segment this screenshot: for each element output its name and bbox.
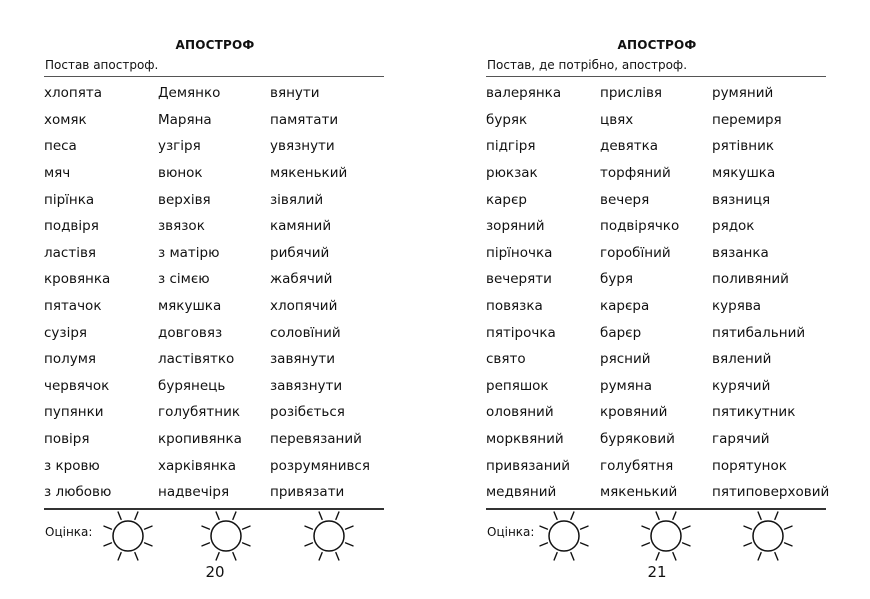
word: привязаний [486, 457, 571, 474]
word: кропивянка [158, 431, 242, 448]
word: розібється [270, 404, 345, 421]
word: перемиря [712, 111, 782, 128]
word: зівялий [270, 191, 324, 208]
sun-icon[interactable] [198, 508, 254, 564]
word: свято [486, 351, 526, 368]
word: рибячий [270, 244, 330, 261]
word-row [44, 133, 386, 160]
word: повязка [486, 298, 543, 315]
word: підгіря [486, 138, 536, 155]
word: довговяз [158, 324, 223, 341]
word: морквяний [486, 431, 564, 448]
word: девятка [600, 138, 659, 155]
word: ластівятко [158, 351, 235, 368]
word: ластівя [44, 244, 97, 261]
word-row [44, 80, 386, 107]
word: камяний [270, 218, 332, 235]
divider [44, 76, 384, 77]
word: порятунок [712, 457, 787, 474]
divider [486, 76, 826, 77]
word-row [486, 479, 828, 506]
word: памятати [270, 111, 339, 128]
word: з любовю [44, 484, 112, 501]
word: буряковий [600, 431, 675, 448]
word: полумя [44, 351, 97, 368]
word-row [486, 107, 828, 134]
word: вюнок [158, 165, 203, 182]
word: буря [600, 271, 634, 288]
word-row [486, 80, 828, 107]
word: повіря [44, 431, 90, 448]
word: вязанка [712, 244, 769, 261]
word: червячок [44, 377, 110, 394]
word-row [44, 426, 386, 453]
word: румяна [600, 377, 652, 394]
word: барєр [600, 324, 642, 341]
word: кровяний [600, 404, 668, 421]
word: соловїний [270, 324, 341, 341]
word: валерянка [486, 85, 562, 102]
word: хлопячий [270, 298, 338, 315]
word-row [486, 373, 828, 400]
word: пятірочка [486, 324, 556, 341]
word: прислівя [600, 85, 663, 102]
page-title: АПОСТРОФ [617, 38, 697, 52]
word-row [44, 160, 386, 187]
word: хлопята [44, 85, 102, 102]
word-row [44, 399, 386, 426]
word: вечеря [600, 191, 650, 208]
word: кровянка [44, 271, 111, 288]
word: голубятник [158, 404, 241, 421]
word: подвірячко [600, 218, 680, 235]
word: пірїнка [44, 191, 95, 208]
word-row [44, 213, 386, 240]
word: розрумянився [270, 457, 370, 474]
word-row [44, 319, 386, 346]
word: Маряна [158, 111, 212, 128]
word: мяч [44, 165, 71, 182]
word-row [44, 186, 386, 213]
word: завянути [270, 351, 335, 368]
page-number: 21 [647, 563, 667, 581]
word: вечеряти [486, 271, 552, 288]
word-row [44, 452, 386, 479]
word-row [486, 426, 828, 453]
word: пірїночка [486, 244, 553, 261]
word: пятачок [44, 298, 102, 315]
instruction: Постав апостроф. [45, 58, 159, 72]
word: репяшок [486, 377, 549, 394]
sun-icon[interactable] [100, 508, 156, 564]
word: з матірю [158, 244, 220, 261]
word: рядок [712, 218, 755, 235]
word: пятибальний [712, 324, 806, 341]
word: мякушка [158, 298, 222, 315]
word-row [486, 240, 828, 267]
sun-icon[interactable] [740, 508, 796, 564]
word-row [44, 346, 386, 373]
word: завязнути [270, 377, 343, 394]
word-row [44, 240, 386, 267]
word: привязати [270, 484, 345, 501]
word: поливяний [712, 271, 789, 288]
word-table [44, 80, 386, 506]
word: пятиповерховий [712, 484, 830, 501]
word: увязнути [270, 138, 335, 155]
sun-icon[interactable] [638, 508, 694, 564]
word: звязок [158, 218, 205, 235]
word-row [486, 399, 828, 426]
word: мякушка [712, 165, 776, 182]
word: рясний [600, 351, 651, 368]
page-title: АПОСТРОФ [175, 38, 255, 52]
instruction: Постав, де потрібно, апостроф. [487, 58, 688, 72]
page-number: 20 [205, 563, 225, 581]
word: буряк [486, 111, 528, 128]
left-page [44, 0, 386, 599]
word: карєра [600, 298, 650, 315]
word: горобїний [600, 244, 671, 261]
word-row [44, 107, 386, 134]
word-row [486, 293, 828, 320]
word: зоряний [486, 218, 545, 235]
sun-icon[interactable] [301, 508, 357, 564]
word: Демянко [158, 85, 221, 102]
word-row [486, 160, 828, 187]
word: рятівник [712, 138, 775, 155]
word-row [486, 186, 828, 213]
word: пятикутник [712, 404, 796, 421]
word: хомяк [44, 111, 87, 128]
word: румяний [712, 85, 774, 102]
word: торфяний [600, 165, 671, 182]
grade-label: Оцінка: [487, 525, 535, 539]
word-table [486, 80, 828, 506]
word: вязниця [712, 191, 771, 208]
word: верхівя [158, 191, 211, 208]
word: бурянець [158, 377, 226, 394]
word-row [44, 266, 386, 293]
word-row [44, 373, 386, 400]
word: сузіря [44, 324, 88, 341]
word: мякенький [600, 484, 678, 501]
word: перевязаний [270, 431, 362, 448]
right-page [486, 0, 828, 599]
sun-icon[interactable] [536, 508, 592, 564]
word-row [486, 213, 828, 240]
word: гарячий [712, 431, 770, 448]
word: мякенький [270, 165, 348, 182]
word: рюкзак [486, 165, 538, 182]
word: вялений [712, 351, 772, 368]
word: песа [44, 138, 77, 155]
grade-label: Оцінка: [45, 525, 93, 539]
word: з сімєю [158, 271, 210, 288]
word: подвіря [44, 218, 99, 235]
word-row [486, 266, 828, 293]
word: узгіря [158, 138, 201, 155]
word-row [486, 319, 828, 346]
word-row [486, 346, 828, 373]
word: пупянки [44, 404, 104, 421]
word: медвяний [486, 484, 557, 501]
word: оловяний [486, 404, 554, 421]
word: надвечіря [158, 484, 230, 501]
word: курячий [712, 377, 771, 394]
word: голубятня [600, 457, 674, 474]
word: харківянка [158, 457, 237, 474]
word: цвях [600, 111, 634, 128]
word: вянути [270, 85, 320, 102]
word-row [44, 479, 386, 506]
word: жабячий [270, 271, 333, 288]
word: карєр [486, 191, 527, 208]
word: курява [712, 298, 762, 315]
word-row [486, 133, 828, 160]
word-row [44, 293, 386, 320]
word-row [486, 452, 828, 479]
word: з кровю [44, 457, 100, 474]
